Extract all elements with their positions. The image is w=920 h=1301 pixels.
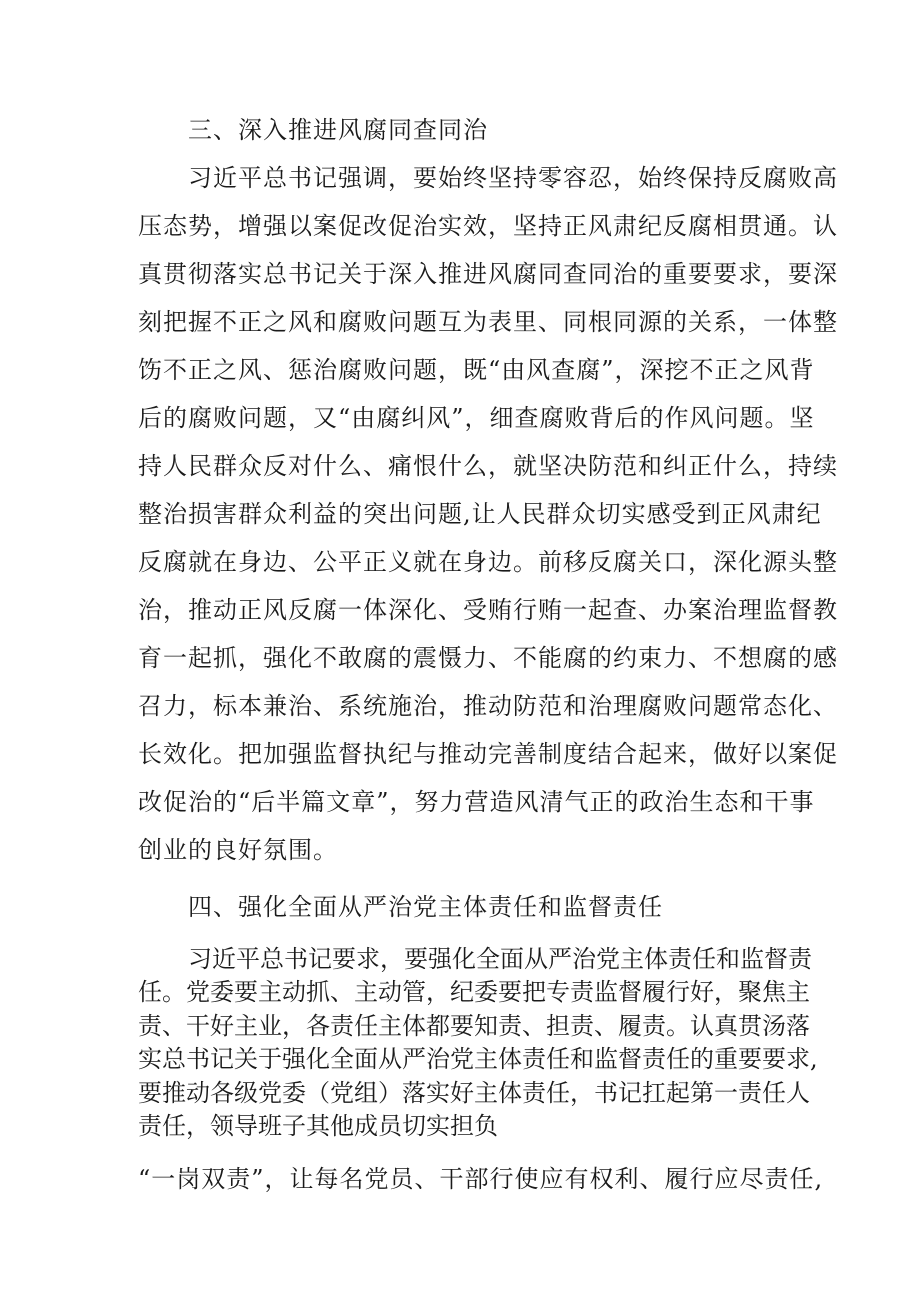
paragraph-line: 召力，标本兼治、系统施治，推动防范和治理腐败问题常态化、 [138, 692, 838, 720]
paragraph-line: 创业的良好氛围。 [138, 836, 338, 864]
paragraph-line: 饬不正之风、惩治腐败问题，既“由风查腐”，深挖不正之风背 [138, 356, 815, 384]
paragraph-line: 真贯彻落实总书记关于深入推进风腐同查同治的重要要求，要深 [138, 260, 838, 288]
paragraph-line: 习近平总书记要求，要强化全面从严治党主体责任和监督责 [188, 945, 812, 973]
paragraph-line: 任。党委要主动抓、主动管，纪委要把专责监督履行好，聚焦主 [138, 978, 810, 1006]
section-4-heading: 四、强化全面从严治党主体责任和监督责任 [188, 893, 663, 921]
paragraph-line: 治，推动正风反腐一体深化、受贿行贿一起查、办案治理监督教 [138, 596, 838, 624]
paragraph-line: 习近平总书记强调，要始终坚持零容忍，始终保持反腐败高 [188, 164, 838, 192]
paragraph-line: 责、干好主业，各责任主体都要知责、担责、履责。认真贯汤落 [138, 1012, 810, 1040]
paragraph-line: 反腐就在身边、公平正义就在身边。前移反腐关口，深化源头整 [138, 548, 838, 576]
paragraph-line: 整治损害群众利益的突出问题,让人民群众切实感受到正风肃纪 [138, 500, 822, 528]
paragraph-line: 责任，领导班子其他成员切实担负 [138, 1112, 498, 1140]
paragraph-line: “一岗双责”，让每名党员、干部行使应有权利、履行应尽责任, [138, 1165, 824, 1193]
paragraph-line: 后的腐败问题，又“由腐纠风”，细查腐败背后的作风问题。坚 [138, 404, 815, 432]
paragraph-line: 持人民群众反对什么、痛恨什么，就坚决防范和纠正什么，持续 [138, 452, 838, 480]
paragraph-line: 育一起抓，强化不敢腐的震慑力、不能腐的约束力、不想腐的感 [138, 644, 838, 672]
paragraph-line: 实总书记关于强化全面从严治党主体责任和监督责任的重要要求, [138, 1045, 818, 1073]
paragraph-line: 压态势，增强以案促改促治实效，坚持正风肃纪反腐相贯通。认 [138, 212, 838, 240]
section-3-heading: 三、深入推进风腐同查同治 [188, 116, 488, 144]
paragraph-line: 刻把握不正之风和腐败问题互为表里、同根同源的关系，一体整 [138, 308, 838, 336]
paragraph-line: 改促治的“后半篇文章”，努力营造风清气正的政治生态和干事 [138, 788, 815, 816]
paragraph-line: 要推动各级党委（党组）落实好主体责任，书记扛起第一责任人 [138, 1079, 810, 1107]
paragraph-line: 长效化。把加强监督执纪与推动完善制度结合起来，做好以案促 [138, 740, 838, 768]
